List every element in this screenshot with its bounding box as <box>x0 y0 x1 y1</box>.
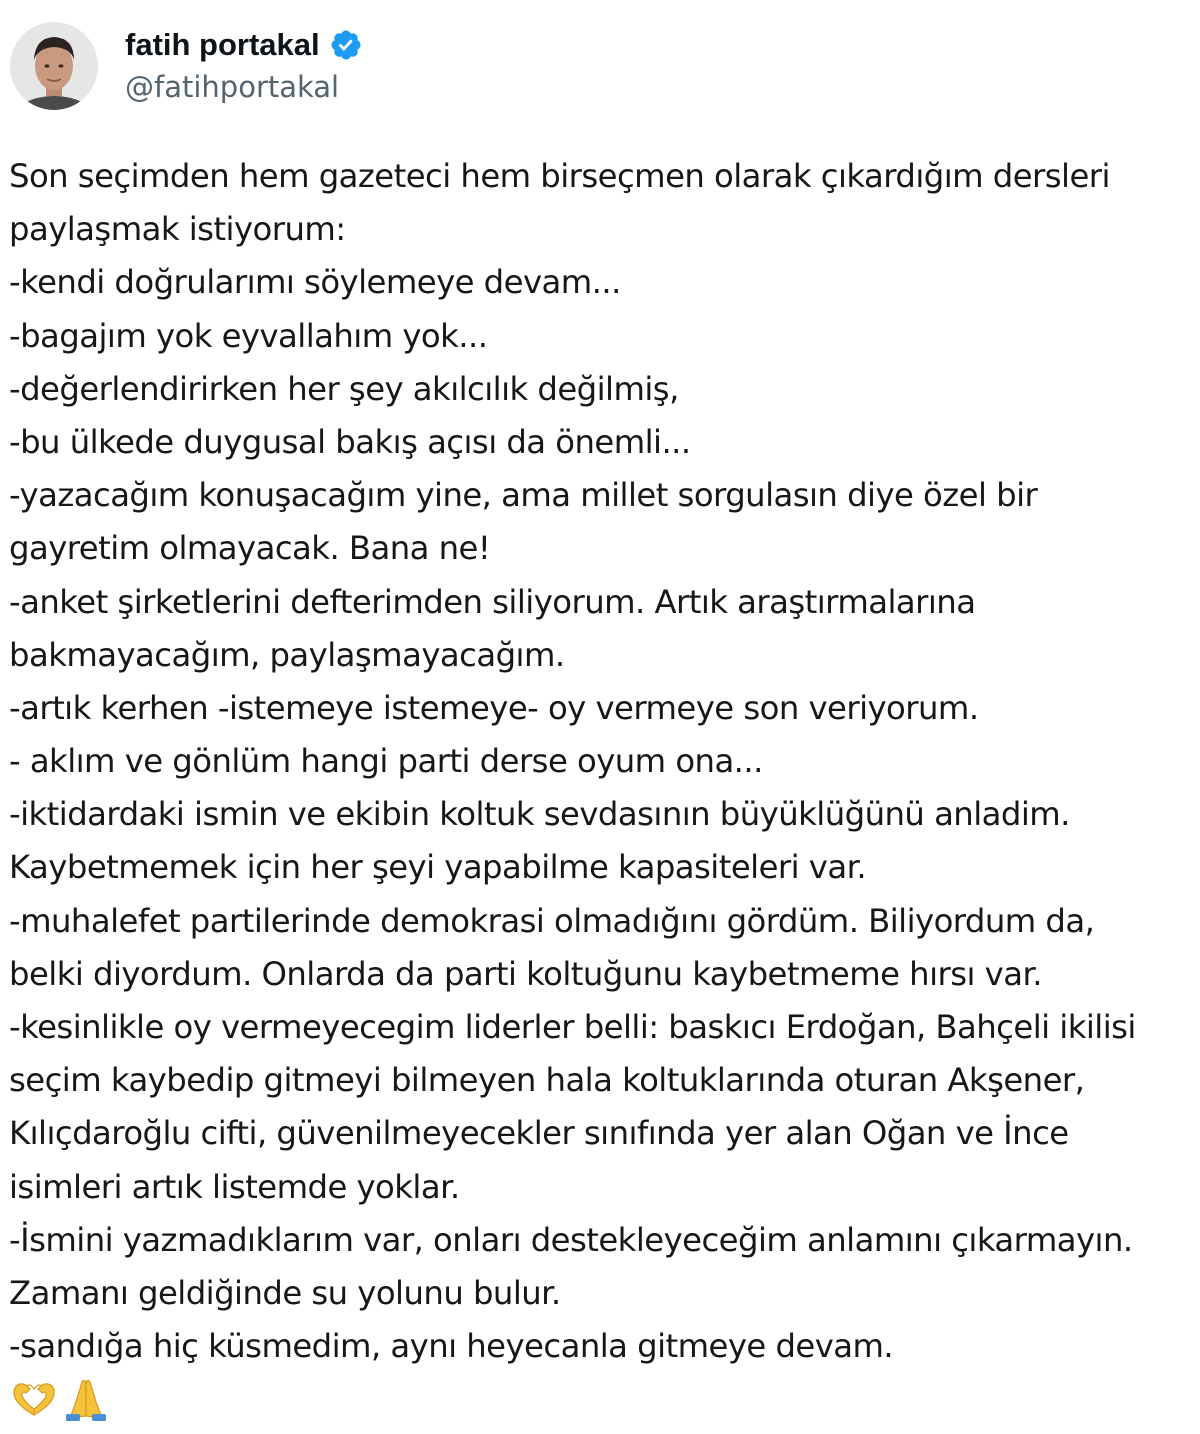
avatar[interactable] <box>10 22 98 110</box>
user-handle[interactable]: @fatihportakal <box>125 70 340 104</box>
tweet-line: -değerlendirirken her şey akılcılık değilmiş, <box>9 369 679 408</box>
tweet-line: Zamanı geldiğinde su yolunu bulur. <box>9 1273 561 1312</box>
heart-hands-emoji-icon <box>10 1379 58 1419</box>
tweet-line: -kesinlikle oy vermeyecegim liderler belli: baskıcı Erdoğan, Bahçeli ikilisi <box>9 1008 1136 1046</box>
tweet-header <box>10 20 363 112</box>
tweet-line: -bagajım yok eyvallahım yok... <box>9 316 488 355</box>
tweet-line: -kendi doğrularımı söylemeye devam... <box>9 263 621 302</box>
tweet-line: paylaşmak istiyorum: <box>9 210 346 249</box>
emoji-row <box>10 1374 110 1424</box>
tweet-line: -bu ülkede duygusal bakış açısı da önemli... <box>9 422 691 461</box>
tweet-line: -İsmini yazmadıklarım var, onları destekleyeceğim anlamını çıkarmayın. <box>9 1220 1133 1259</box>
tweet-line: - aklım ve gönlüm hangi parti derse oyum ona... <box>9 742 763 781</box>
tweet-line: gayretim olmayacak. Bana ne! <box>9 529 491 568</box>
tweet-line: -artık kerhen -istemeye istemeye- oy vermeye son veriyorum. <box>9 688 979 727</box>
tweet-line: Kılıçdaroğlu cifti, güvenilmeyecekler sınıfında yer alan Oğan ve İnce <box>9 1114 1069 1153</box>
profile-photo-icon <box>10 22 98 110</box>
tweet-text <box>9 150 1197 1373</box>
tweet-line: bakmayacağım, paylaşmayacağım. <box>9 635 565 674</box>
user-info <box>125 25 363 107</box>
tweet-line: -anket şirketlerini defterimden siliyorum. Artık araştırmalarına <box>9 582 976 621</box>
tweet-line: -muhalefet partilerinde demokrasi olmadığını gördüm. Biliyordum da, <box>9 901 1095 940</box>
tweet-line: -iktidardaki ismin ve ekibin koltuk sevdasının büyüklüğünü anladim. <box>9 795 1070 834</box>
tweet-line: isimleri artık listemde yoklar. <box>9 1167 460 1206</box>
name-row <box>125 25 363 65</box>
tweet-line: -yazacağım konuşacağım yine, ama millet sorgulasın diye özel bir <box>9 476 1038 515</box>
tweet-line: Kaybetmemek için her şeyi yapabilme kapasiteleri var. <box>9 848 867 887</box>
verified-badge-icon <box>329 28 363 62</box>
tweet-line: -sandığa hiç küsmedim, aynı heyecanla gitmeye devam. <box>9 1327 894 1366</box>
display-name[interactable]: fatih portakal <box>125 27 320 62</box>
tweet-line: belki diyordum. Onlarda da parti koltuğunu kaybetmeme hırsı var. <box>9 954 1042 993</box>
tweet-line: Son seçimden hem gazeteci hem birseçmen olarak çıkardığım dersleri <box>9 157 1110 195</box>
tweet-line: seçim kaybedip gitmeyi bilmeyen hala koltuklarında oturan Akşener, <box>9 1061 1085 1100</box>
folded-hands-emoji-icon <box>62 1376 110 1422</box>
